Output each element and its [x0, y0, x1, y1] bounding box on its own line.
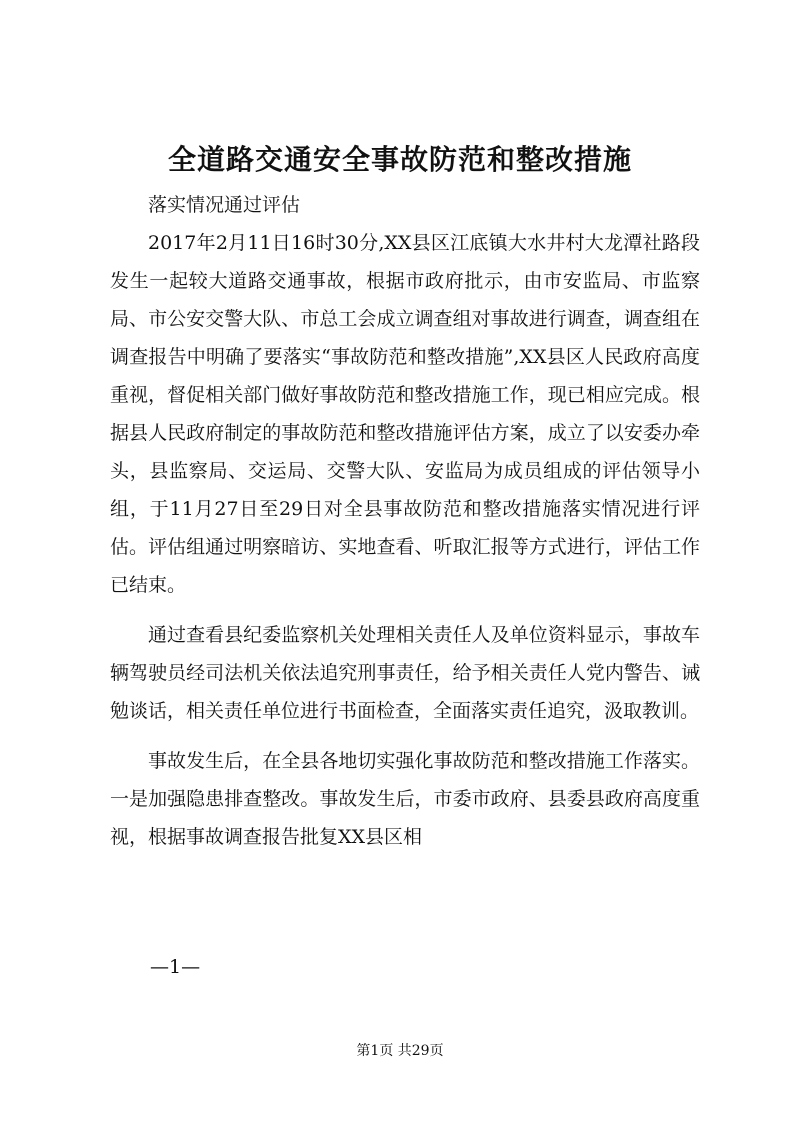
- paragraph-2: 通过查看县纪委监察机关处理相关责任人及单位资料显示，事故车辆驾驶员经司法机关依法追究刑事责任，给予相关责任人党内警告、诫勉谈话，相关责任单位进行书面检查，全面落实责任追究，汲取教训。: [110, 624, 700, 722]
- page-footer: 第1页 共29页: [356, 1043, 444, 1059]
- document-title: 全道路交通安全事故防范和整改措施: [167, 143, 632, 176]
- paragraph-subtitle: 落实情况通过评估: [148, 194, 301, 216]
- document-body: [110, 186, 700, 856]
- paragraph-1: 2017年2月11日16时30分,XX县区江底镇大水井村大龙潭社路段发生一起较大道路交通事故，根据市政府批示，由市安监局、市监察局、市公安交警大队、市总工会成立调查组对事故进行调查，调查组在调查报告中明确了要落实“事故防范和整改措施”,XX县区人民政府高度重视，督促相关部门做好事故防范和整改措施工作，现已相应完成。根据县人民政府制定的事故防范和整改措施评估方案，成立了以安委办牵头，县监察局、交运局、交警大队、安监局为成员组成的评估领导小组，于11月27日至29日对全县事故防范和整改措施落实情况进行评估。评估组通过明察暗访、实地查看、听取汇报等方式进行，评估工作已结束。: [110, 232, 700, 596]
- paragraph-3: 事故发生后，在全县各地切实强化事故防范和整改措施工作落实。一是加强隐患排查整改。事故发生后，市委市政府、县委县政府高度重视，根据事故调查报告批复XX县区相: [110, 750, 700, 848]
- page-number-mark: —1—: [150, 956, 201, 978]
